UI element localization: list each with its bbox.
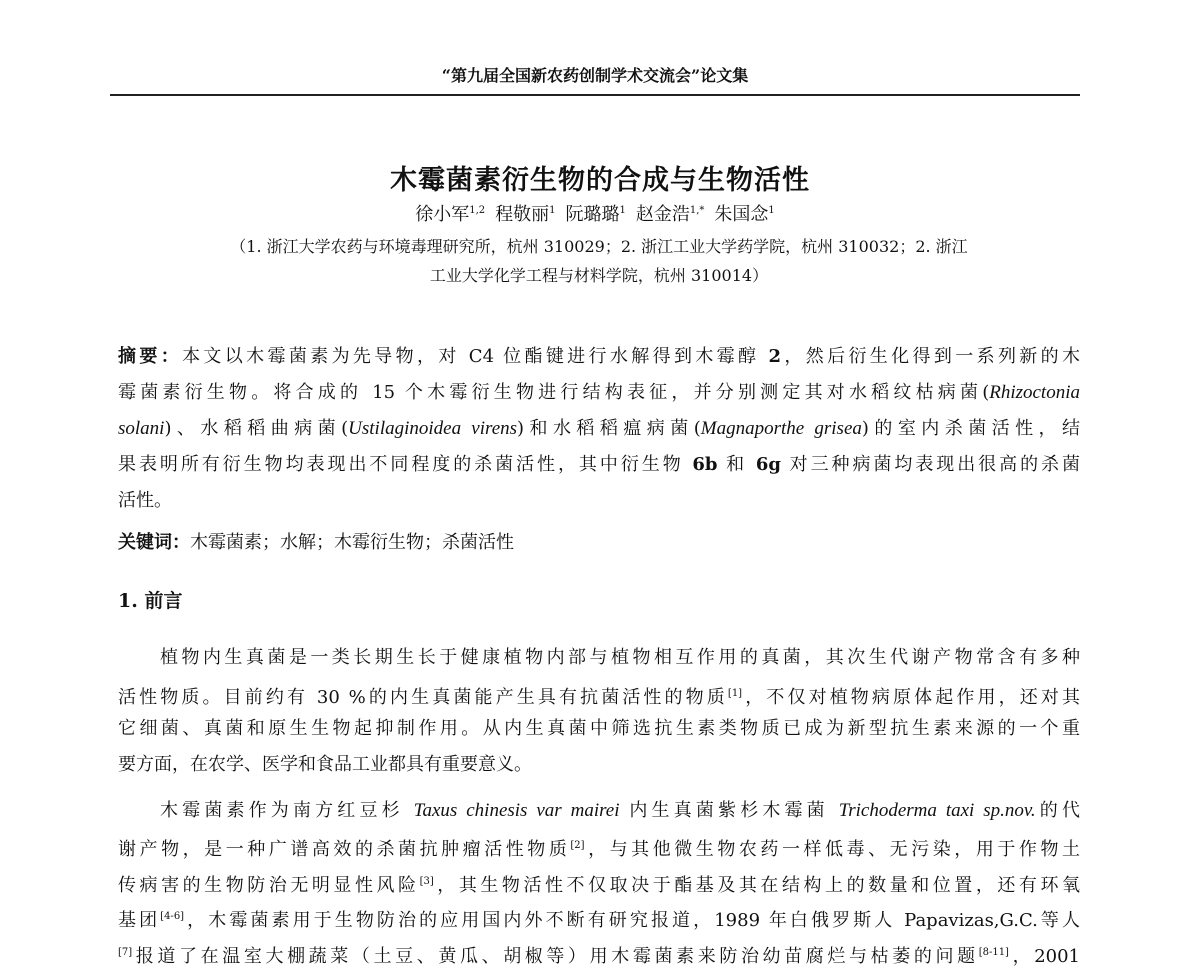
text-run: 植物内生真菌是一类长期生长于健康植物内部与植物相互作用的真菌，其次生代谢产物常含有多种 [160, 647, 1080, 668]
author-affiliation-mark: 1 [549, 205, 556, 216]
text-run: ，然后衍生化得到一系列新的木 [781, 346, 1081, 367]
text-line [118, 834, 1080, 862]
text-run: ，木霉菌素用于生物防治的应用国内外不断有研究报道，1989 年白俄罗斯人 Papavizas,G.C.等人 [184, 910, 1081, 931]
text-line [118, 870, 1080, 898]
text-run: Ustilaginoidea virens [348, 418, 518, 439]
affiliation-line: 工业大学化学工程与材料学院，杭州 310014） [429, 266, 769, 285]
author-list [0, 200, 1200, 226]
text-run: 内生真菌紫杉木霉菌 [619, 800, 839, 821]
running-header: “第九届全国新农药创制学术交流会”论文集 [441, 66, 749, 85]
text-line [118, 489, 1080, 513]
text-run: 霉菌素衍生物。将合成的 15 个木霉衍生物进行结构表征，并分别测定其对水稻纹枯病菌( [118, 382, 990, 403]
text-run: 活性物质。目前约有 30 %的内生真菌能产生具有抗菌活性的物质 [118, 687, 728, 708]
text-run: )的室内杀菌活性，结 [861, 418, 1081, 439]
text-run: Taxus chinesis var mairei [413, 800, 620, 821]
text-line [118, 531, 1080, 555]
citation-ref: [2] [570, 840, 585, 851]
text-run: 关键词： [118, 532, 190, 553]
text-line [118, 453, 1080, 477]
text-run: 摘要： [118, 346, 183, 367]
text-line [118, 905, 1080, 933]
header-rule [110, 94, 1080, 96]
author-name: 阮璐璐 [565, 204, 620, 225]
text-run: Rhizoctonia [989, 382, 1080, 403]
section-heading: 1. 前言 [118, 590, 183, 612]
text-run: 活性。 [118, 490, 172, 511]
text-line [118, 381, 1080, 405]
text-run: 6b [692, 454, 718, 475]
author-name: 朱国念 [714, 204, 769, 225]
text-run: 要方面，在农学、医学和食品工业都具有重要意义。 [118, 754, 532, 775]
author-affiliation-mark: 1,2 [469, 205, 486, 216]
citation-ref: [8-11] [978, 947, 1009, 958]
text-line [160, 646, 1080, 670]
text-run: 的代 [1035, 800, 1080, 821]
text-run: solani [118, 418, 165, 439]
text-run: 和 [717, 454, 756, 475]
citation-ref: [4-6] [160, 911, 185, 922]
text-run: ，不仅对植物病原体起作用，还对其 [742, 687, 1081, 708]
citation-ref: [1] [727, 688, 743, 699]
text-run: 果表明所有衍生物均表现出不同程度的杀菌活性，其中衍生物 [118, 454, 693, 475]
text-run: 木霉菌素作为南方红豆杉 [160, 800, 414, 821]
paper-title: 木霉菌素衍生物的合成与生物活性 [390, 165, 810, 196]
author-name: 程敬丽 [495, 204, 550, 225]
text-run: 6g [755, 454, 781, 475]
text-line [118, 753, 1080, 777]
text-run: ，其生物活性不仅取决于酯基及其在结构上的数量和位置，还有环氧 [433, 875, 1081, 896]
author-name: 赵金浩 [635, 204, 690, 225]
text-run: 本文以木霉菌素为先导物，对 C4 位酯键进行水解得到木霉醇 [182, 346, 769, 367]
text-line [118, 682, 1080, 710]
affiliation-line: （1. 浙江大学农药与环境毒理研究所，杭州 310029；2. 浙江工业大学药学院，杭州 310032；2. 浙江 [230, 237, 968, 256]
text-line [118, 941, 1080, 969]
author-affiliation-mark: 1,* [689, 205, 705, 216]
citation-ref: [7] [118, 947, 133, 958]
text-line [160, 799, 1080, 823]
text-run: 木霉菌素；水解；木霉衍生物；杀菌活性 [190, 532, 514, 553]
text-run: 对三种病菌均表现出很高的杀菌 [780, 454, 1080, 475]
text-line [118, 345, 1080, 369]
text-run: ，2001 [1008, 946, 1081, 967]
author-name: 徐小军 [415, 204, 470, 225]
text-run: Magnaporthe grisea [700, 418, 862, 439]
text-run: 2 [768, 346, 782, 367]
text-run: )、水稻稻曲病菌( [164, 418, 349, 439]
author-affiliation-mark: 1 [768, 205, 775, 216]
text-run: 传病害的生物防治无明显性风险 [118, 875, 420, 896]
author-affiliation-mark: 1 [619, 205, 626, 216]
text-run: 基团 [118, 910, 161, 931]
text-line [118, 417, 1080, 441]
text-run: Trichoderma taxi sp.nov. [838, 800, 1036, 821]
text-run: )和水稻稻瘟病菌( [517, 418, 701, 439]
citation-ref: [3] [419, 876, 434, 887]
text-run: 报道了在温室大棚蔬菜（土豆、黄瓜、胡椒等）用木霉菌素来防治幼苗腐烂与枯萎的问题 [132, 946, 979, 967]
text-line [118, 717, 1080, 741]
text-run: ，与其他微生物农药一样低毒、无污染，用于作物土 [584, 839, 1081, 860]
text-run: 它细菌、真菌和原生生物起抑制作用。从内生真菌中筛选抗生素类物质已成为新型抗生素来源的一个重 [118, 718, 1080, 739]
text-run: 谢产物，是一种广谱高效的杀菌抗肿瘤活性物质 [118, 839, 571, 860]
